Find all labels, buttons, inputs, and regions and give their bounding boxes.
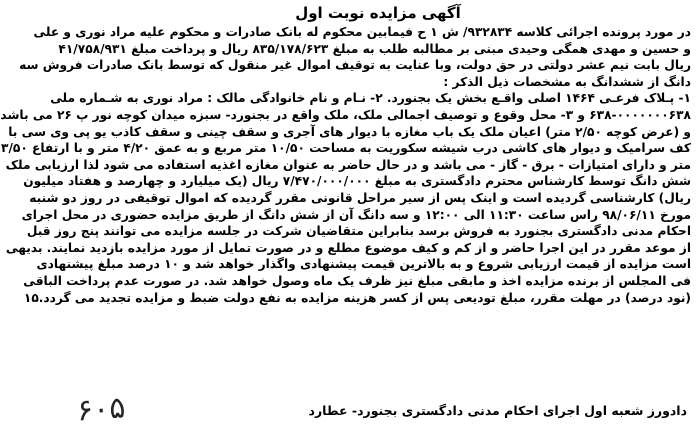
auction-notice	[0, 4, 693, 429]
notice-line: در مورد پرونده اجرائی کلاسه ۹۳۲۸۳۴/ ش ۱ ح فیمابین محکوم له بانک صادرات و محکوم علیه مراد نوری و علی	[33, 25, 691, 39]
notice-line: ریال) کارشناسی گردیده است و اینک پس از سیر مراحل قانونی مقرر گردیده که اموال توقیفی در روز دو شنبه	[29, 190, 691, 205]
notice-line: از موعد مقرر در این اجرا حاضر و از کم و کیف موضوع مطلع و در صورت تمایل از مورد مزایده بازدید نمایند. بدیهی	[5, 240, 691, 255]
notice-line: فی المجلس از برنده مزایده اخذ و مابقی مبلغ نیز ظرف یک ماه وصول خواهد شد. در صورت عدم پرداخت الباقی	[23, 273, 691, 288]
handwritten-number-stamp: ۶۰۵	[75, 390, 127, 429]
notice-body	[0, 24, 693, 306]
notice-line: و حسین و مهدی همگی وحیدی مبنی بر مطالبه طلب به مبلغ ۸۳۵/۱۷۸/۶۲۳ ریال و پرداخت مبلغ ۴۱/۷۵۸/۹۳۱	[58, 41, 691, 56]
notice-line: دانگ از ششدانگ به مشخصات ذیل الذکر :	[443, 74, 691, 89]
notice-line: کف سرامیک و دیوار های کاشی درب شیشه سکوریت به مساحت ۱۰/۵۰ متر مربع و به عمق ۴/۲۰ متر و با ارتفاع ۳/۵۰	[1, 141, 691, 156]
notice-line: (نود درصد) در مهلت مقرر، مبلغ تودیعی پس از کسر هزینه مزایده به نفع دولت ضبط و مزایده تجدید می گردد.۱۵	[23, 290, 691, 305]
notice-title: آگهی مزایده نوبت اول	[295, 4, 461, 22]
notice-line: احکام مدنی دادگستری بجنورد به فروش برسد بنابراین متقاضیان شرکت در جلسه مزایده می توانند پنج روز قبل	[26, 224, 691, 239]
notice-line: شش دانگ توسط کارشناس محترم دادگستری به مبلغ ۷/۴۷۰/۰۰۰/۰۰۰ ریال (یک میلیارد و چهارصد و هفتاد میلیون	[23, 174, 691, 189]
notice-line: ریال بابت نیم عشر دولتی در حق دولت، وبا عنایت به توقیف اموال غیر منقول که توسط بانک صادرات فروش سه	[19, 58, 691, 73]
signature-line: دادورز شعبه اول اجرای احکام مدنی دادگستری بجنورد- عطارد	[308, 403, 687, 418]
notice-line: ۶۳۸-۰۰۰۰۰۰۰۶۳۸ و ۳- محل وقوع و توصیف اجمالی ملک، ملک واقع در بجنورد- سبزه میدان کوچه نور پ ۲۶ می باشد	[0, 107, 691, 122]
notice-line: ۱- پـلاک فرعـی ۱۴۶۴ اصلی واقـع بخش یک بجنورد. ۲- نـام و نام خانوادگی مالک : مراد نوری به شـماره ملی	[50, 91, 691, 106]
notice-line: مورخ ۹۸/۰۶/۱۱ راس ساعت ۱۱:۳۰ الی ۱۲:۰۰ و سه دانگ آن از شش دانگ از طریق مزایده حضوری در محل اجرای	[21, 207, 691, 222]
notice-line: متر و دارای امتیازات - برق - گاز - می باشد و در حال حاضر به عنوان مغازه اغذیه استفاده می شود لذا ارزیابی ملک	[5, 157, 691, 172]
notice-line: است مزایده از قیمت ارزیابی شروع و به بالاترین قیمت پیشنهادی واگذار خواهد شد و ۱۰ درصد مبلغ پیشنهادی	[36, 257, 691, 272]
notice-line: و (عرض کوچه ۲/۵۰ متر) اعیان ملک یک باب مغازه با دیوار های آجری و سقف چینی و سقف کاذب یو پی وی سی با	[8, 124, 691, 139]
